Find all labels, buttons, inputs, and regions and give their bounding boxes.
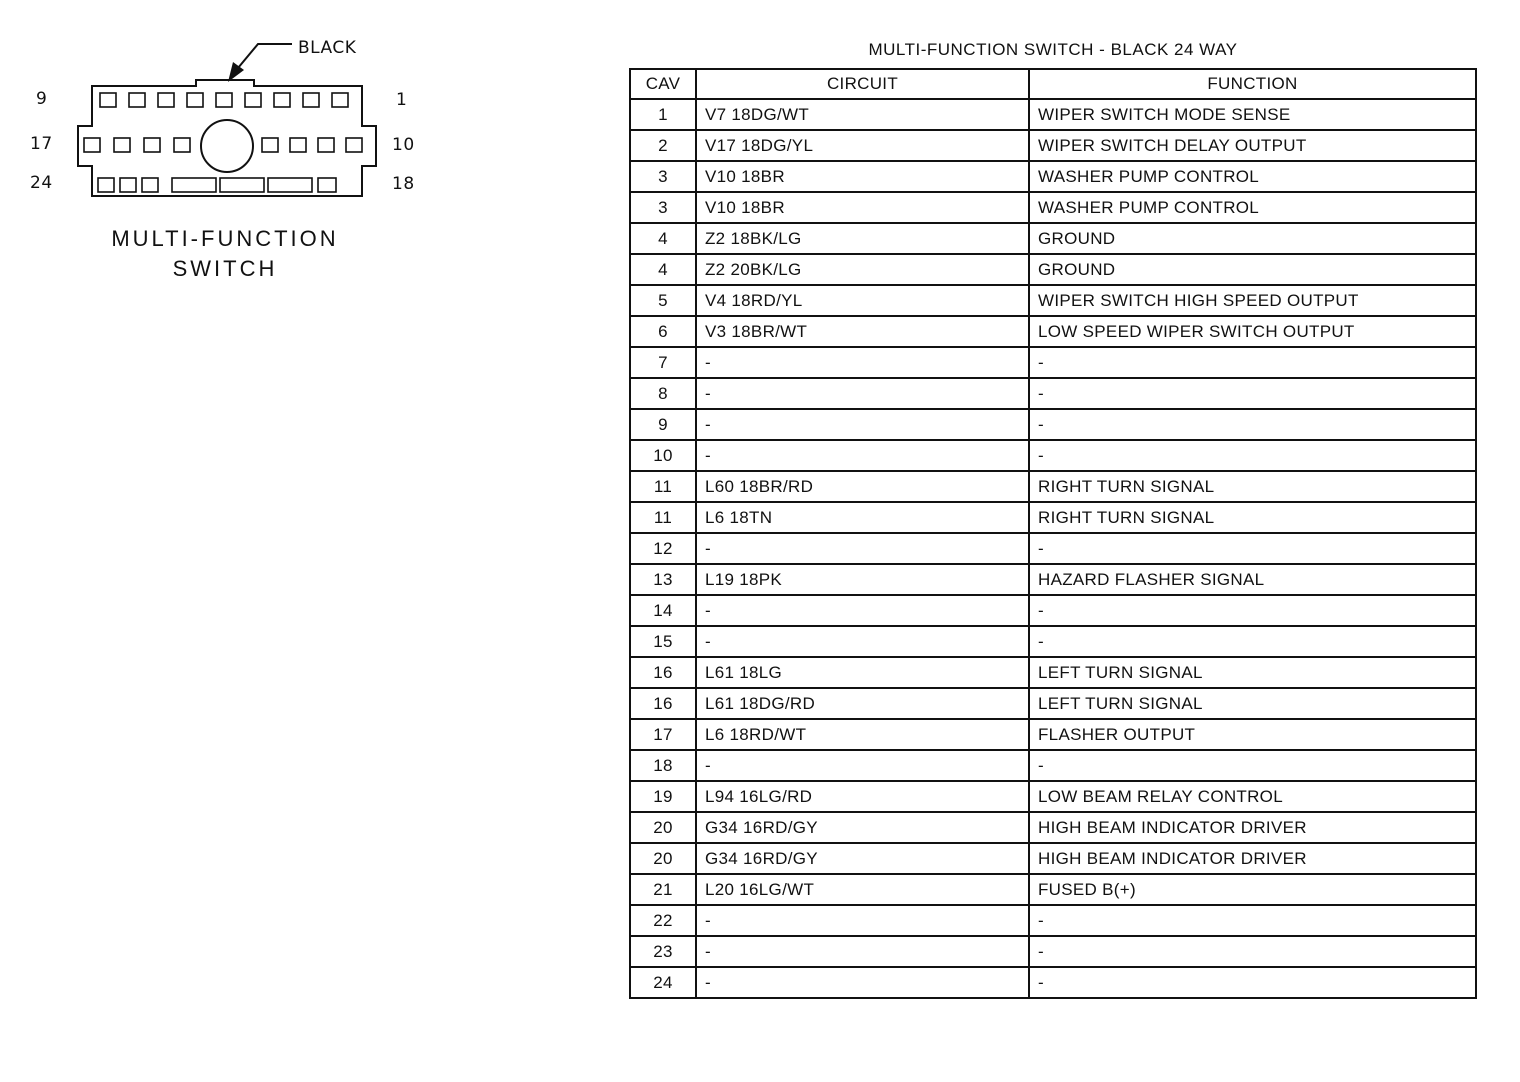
circuit-cell: L94 16LG/RD xyxy=(696,781,1029,812)
table-row xyxy=(630,812,1476,843)
color-callout-label: BLACK xyxy=(298,38,357,58)
cavity-icon xyxy=(187,93,203,107)
cavity-icon xyxy=(142,178,158,192)
circuit-cell: L60 18BR/RD xyxy=(696,471,1029,502)
circuit-cell: G34 16RD/GY xyxy=(696,843,1029,874)
cav-cell: 21 xyxy=(630,874,696,905)
cavity-icon xyxy=(303,93,319,107)
cavity-icon xyxy=(216,93,232,107)
circuit-cell: - xyxy=(696,905,1029,936)
cav-cell: 23 xyxy=(630,936,696,967)
function-cell: HIGH BEAM INDICATOR DRIVER xyxy=(1029,812,1476,843)
function-cell: - xyxy=(1029,378,1476,409)
table-row xyxy=(630,657,1476,688)
table-row xyxy=(630,471,1476,502)
cav-cell: 2 xyxy=(630,130,696,161)
circuit-cell: Z2 20BK/LG xyxy=(696,254,1029,285)
table-row xyxy=(630,905,1476,936)
cav-cell: 3 xyxy=(630,192,696,223)
circuit-cell: - xyxy=(696,595,1029,626)
table-row xyxy=(630,533,1476,564)
header-cav: CAV xyxy=(630,69,696,99)
cav-cell: 17 xyxy=(630,719,696,750)
function-cell: HAZARD FLASHER SIGNAL xyxy=(1029,564,1476,595)
pin-label-top-right: 1 xyxy=(396,90,408,110)
callout-leader-line xyxy=(238,44,292,68)
cav-cell: 8 xyxy=(630,378,696,409)
table-row xyxy=(630,936,1476,967)
cavity-icon xyxy=(332,93,348,107)
cav-cell: 16 xyxy=(630,657,696,688)
table-row xyxy=(630,843,1476,874)
function-cell: - xyxy=(1029,905,1476,936)
function-cell: RIGHT TURN SIGNAL xyxy=(1029,471,1476,502)
connector-title-line2: SWITCH xyxy=(172,256,278,281)
circuit-cell: L6 18TN xyxy=(696,502,1029,533)
table-row xyxy=(630,161,1476,192)
cavity-icon xyxy=(172,178,216,192)
cav-cell: 20 xyxy=(630,843,696,874)
cav-cell: 20 xyxy=(630,812,696,843)
function-cell: FLASHER OUTPUT xyxy=(1029,719,1476,750)
table-row xyxy=(630,223,1476,254)
cavity-icon xyxy=(318,138,334,152)
cav-cell: 11 xyxy=(630,502,696,533)
circuit-cell: L6 18RD/WT xyxy=(696,719,1029,750)
function-cell: WIPER SWITCH MODE SENSE xyxy=(1029,99,1476,130)
pinout-table xyxy=(629,68,1477,999)
circuit-cell: - xyxy=(696,967,1029,998)
cav-cell: 14 xyxy=(630,595,696,626)
cavity-icon xyxy=(318,178,336,192)
function-cell: - xyxy=(1029,347,1476,378)
function-cell: - xyxy=(1029,440,1476,471)
cav-cell: 5 xyxy=(630,285,696,316)
cavity-icon xyxy=(174,138,190,152)
cav-cell: 22 xyxy=(630,905,696,936)
cavity-icon xyxy=(114,138,130,152)
cav-cell: 6 xyxy=(630,316,696,347)
function-cell: WIPER SWITCH HIGH SPEED OUTPUT xyxy=(1029,285,1476,316)
pin-label-mid-left: 17 xyxy=(30,134,53,154)
table-row xyxy=(630,99,1476,130)
circuit-cell: L61 18DG/RD xyxy=(696,688,1029,719)
cav-cell: 13 xyxy=(630,564,696,595)
cav-cell: 3 xyxy=(630,161,696,192)
connector-figure xyxy=(0,0,600,300)
cavity-icon xyxy=(129,93,145,107)
table-header-row xyxy=(630,69,1476,99)
cav-cell: 10 xyxy=(630,440,696,471)
table-row xyxy=(630,347,1476,378)
pin-label-bottom-left: 24 xyxy=(30,173,53,193)
cav-cell: 19 xyxy=(630,781,696,812)
function-cell: - xyxy=(1029,936,1476,967)
circuit-cell: V17 18DG/YL xyxy=(696,130,1029,161)
circuit-cell: L19 18PK xyxy=(696,564,1029,595)
function-cell: RIGHT TURN SIGNAL xyxy=(1029,502,1476,533)
table-row xyxy=(630,409,1476,440)
circuit-cell: - xyxy=(696,347,1029,378)
pinout-body xyxy=(630,99,1476,998)
cav-cell: 15 xyxy=(630,626,696,657)
function-cell: GROUND xyxy=(1029,254,1476,285)
function-cell: LOW BEAM RELAY CONTROL xyxy=(1029,781,1476,812)
cavity-icon xyxy=(290,138,306,152)
function-cell: WIPER SWITCH DELAY OUTPUT xyxy=(1029,130,1476,161)
circuit-cell: - xyxy=(696,440,1029,471)
pin-label-mid-right: 10 xyxy=(392,135,415,155)
cav-cell: 7 xyxy=(630,347,696,378)
function-cell: - xyxy=(1029,967,1476,998)
cavity-icon xyxy=(274,93,290,107)
table-row xyxy=(630,254,1476,285)
table-title: MULTI-FUNCTION SWITCH - BLACK 24 WAY xyxy=(868,40,1238,59)
cav-cell: 4 xyxy=(630,254,696,285)
table-row xyxy=(630,781,1476,812)
table-row xyxy=(630,688,1476,719)
cavity-icon xyxy=(268,178,312,192)
circuit-cell: V10 18BR xyxy=(696,192,1029,223)
function-cell: - xyxy=(1029,626,1476,657)
circuit-cell: - xyxy=(696,750,1029,781)
header-circuit: CIRCUIT xyxy=(696,69,1029,99)
cav-cell: 12 xyxy=(630,533,696,564)
cavity-icon xyxy=(100,93,116,107)
table-row xyxy=(630,967,1476,998)
cavity-icon xyxy=(158,93,174,107)
circuit-cell: L61 18LG xyxy=(696,657,1029,688)
table-row xyxy=(630,564,1476,595)
function-cell: WASHER PUMP CONTROL xyxy=(1029,192,1476,223)
function-cell: - xyxy=(1029,409,1476,440)
cav-cell: 16 xyxy=(630,688,696,719)
table-row xyxy=(630,719,1476,750)
connector-center-post xyxy=(201,120,253,172)
circuit-cell: V3 18BR/WT xyxy=(696,316,1029,347)
cav-cell: 1 xyxy=(630,99,696,130)
cavity-icon xyxy=(245,93,261,107)
table-row xyxy=(630,316,1476,347)
table-row xyxy=(630,750,1476,781)
cav-cell: 24 xyxy=(630,967,696,998)
function-cell: - xyxy=(1029,595,1476,626)
function-cell: LOW SPEED WIPER SWITCH OUTPUT xyxy=(1029,316,1476,347)
circuit-cell: Z2 18BK/LG xyxy=(696,223,1029,254)
table-row xyxy=(630,626,1476,657)
cav-cell: 11 xyxy=(630,471,696,502)
circuit-cell: - xyxy=(696,533,1029,564)
cavity-icon xyxy=(262,138,278,152)
cavity-group xyxy=(84,93,362,192)
cav-cell: 9 xyxy=(630,409,696,440)
circuit-cell: - xyxy=(696,936,1029,967)
function-cell: LEFT TURN SIGNAL xyxy=(1029,688,1476,719)
table-row xyxy=(630,502,1476,533)
connector-title-line1: MULTI-FUNCTION xyxy=(111,226,339,251)
circuit-cell: - xyxy=(696,378,1029,409)
function-cell: - xyxy=(1029,533,1476,564)
cavity-icon xyxy=(84,138,100,152)
cavity-icon xyxy=(98,178,114,192)
function-cell: WASHER PUMP CONTROL xyxy=(1029,161,1476,192)
table-row xyxy=(630,285,1476,316)
circuit-cell: V10 18BR xyxy=(696,161,1029,192)
function-cell: HIGH BEAM INDICATOR DRIVER xyxy=(1029,843,1476,874)
table-row xyxy=(630,378,1476,409)
table-row xyxy=(630,440,1476,471)
table-row xyxy=(630,874,1476,905)
circuit-cell: V7 18DG/WT xyxy=(696,99,1029,130)
cavity-icon xyxy=(220,178,264,192)
cavity-icon xyxy=(120,178,136,192)
table-row xyxy=(630,192,1476,223)
circuit-cell: V4 18RD/YL xyxy=(696,285,1029,316)
function-cell: GROUND xyxy=(1029,223,1476,254)
function-cell: - xyxy=(1029,750,1476,781)
function-cell: LEFT TURN SIGNAL xyxy=(1029,657,1476,688)
circuit-cell: - xyxy=(696,626,1029,657)
circuit-cell: - xyxy=(696,409,1029,440)
cavity-icon xyxy=(144,138,160,152)
cav-cell: 18 xyxy=(630,750,696,781)
pin-label-bottom-right: 18 xyxy=(392,174,415,194)
circuit-cell: G34 16RD/GY xyxy=(696,812,1029,843)
table-row xyxy=(630,130,1476,161)
cav-cell: 4 xyxy=(630,223,696,254)
cavity-icon xyxy=(346,138,362,152)
function-cell: FUSED B(+) xyxy=(1029,874,1476,905)
circuit-cell: L20 16LG/WT xyxy=(696,874,1029,905)
table-row xyxy=(630,595,1476,626)
pin-label-top-left: 9 xyxy=(36,89,48,109)
header-function: FUNCTION xyxy=(1029,69,1476,99)
